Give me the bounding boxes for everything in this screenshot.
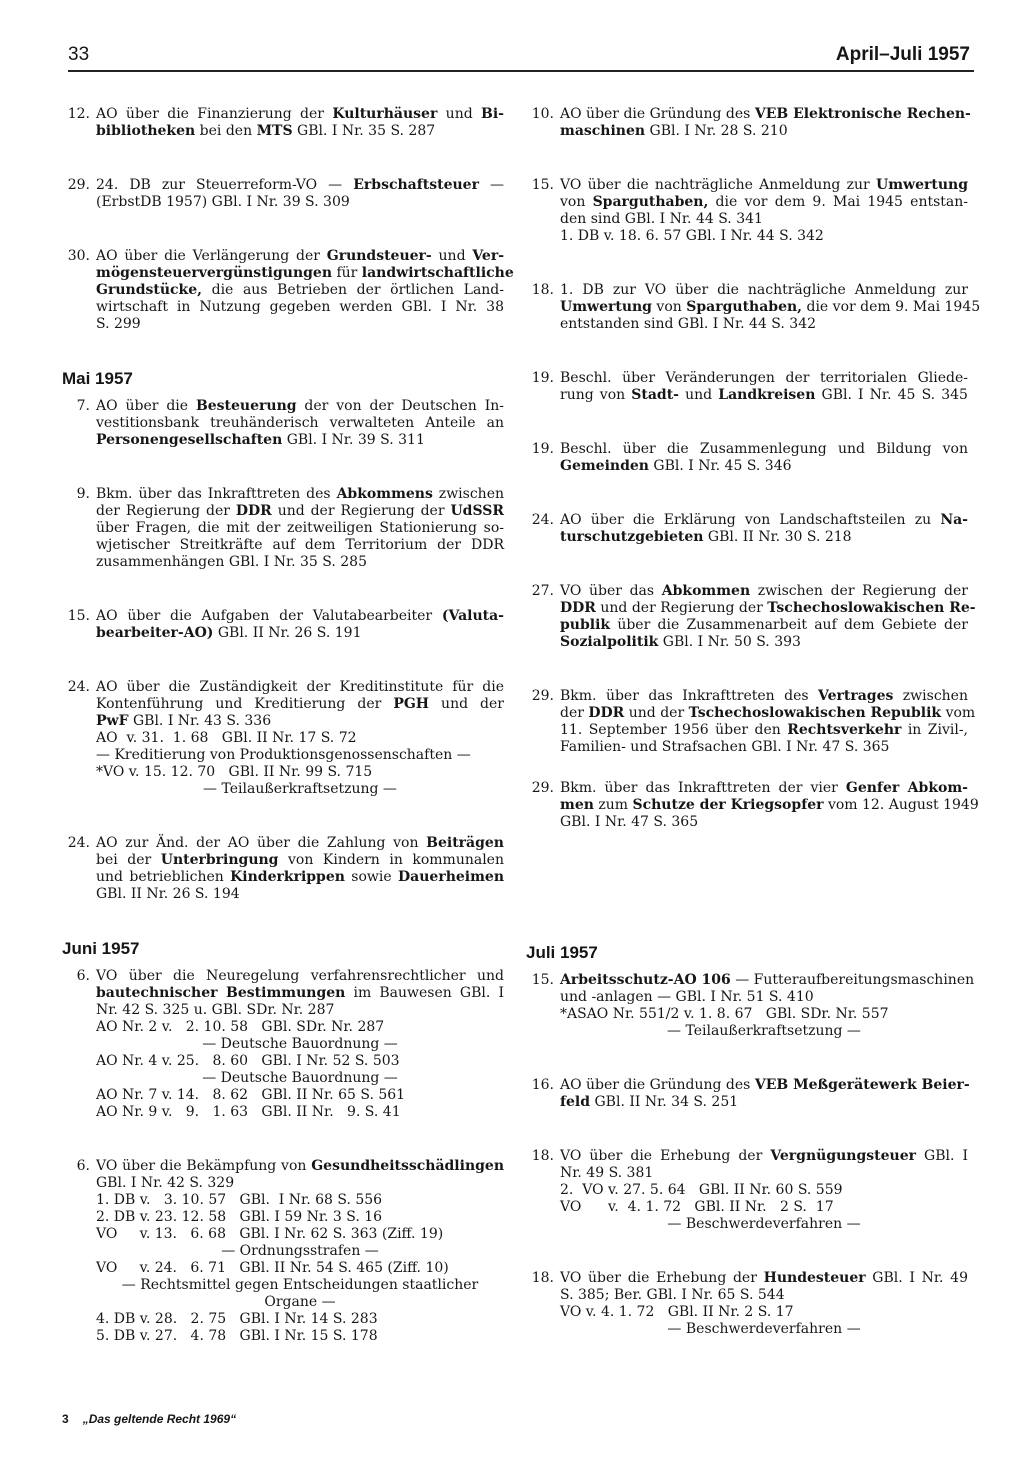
entry-day: 18. [531,1148,554,1164]
page-date-range: April–Juli 1957 [835,44,970,65]
sheet-number: 3 [62,1412,69,1426]
entry-april-24: 24. AO über die Erklärung von Landschaftsteilen zu Na- turschutzgebieten GBl. II Nr. 30 S. 218 [526,512,968,546]
entry-day: 30. [67,248,90,264]
entry-juni-6-gesundheit: 6. VO über die Bekämpfung von Gesundheitsschädlingen GBl. I Nr. 42 S. 329 1. DB v. 3. 10. 57 GBl. I Nr. 68 S. 556 2. DB v. 23. 12. 58 GBl. I 59 Nr. 3 S. 16 VO v. 13. 6. 68 GBl. I Nr. 62 S. 363 (Ziff. 19) — Ordnungsstrafen — VO v. 24. 6. 71 GBl. II Nr. 54 S. 465 (Ziff. 10) — Rechtsmittel gegen Entscheidungen staatlicher Organe — 4. DB v. 28. 2. 75 GBl. I Nr. 14 S. 283 5. DB v. 27. 4. 78 GBl. I Nr. 15 S. 178 [62,1158,504,1345]
entry-day: 12. [67,106,90,122]
section-heading-juli: Juli 1957 [526,943,598,962]
amendment-reference: AO Nr. 9 v. 9. 1. 63 GBl. II Nr. 9. S. 41 [96,1104,401,1120]
right-column [526,106,981,1338]
entry-april-30: 30. AO über die Verlängerung der Grundsteuer- und Ver- mögensteuervergünstigungen für landwirtschaftliche Grundstücke, die aus Betrieben der örtlichen Land- wirtschaft in Nutzung gegeben werden GBl. I Nr. 38 S. 299 [62,248,504,333]
amendment-note: — Ordnungsstrafen — [221,1243,379,1259]
header-rule [68,70,974,72]
amendment-note: — Deutsche Bauordnung — [202,1070,398,1086]
entry-mai-24-kredit: 24. AO über die Zuständigkeit der Kreditinstitute für die Kontenführung und Kreditierung der PGH und der PwF GBl. I Nr. 43 S. 336 AO v. 31. 1. 68 GBl. II Nr. 17 S. 72 — Kreditierung von Produktionsgenossenschaften — *VO v. 15. 12. 70 GBl. II Nr. 99 S. 715 — Teilaußerkraftsetzung — [62,679,504,798]
entry-day: 15. [531,177,554,193]
entry-day: 27. [531,583,554,599]
entry-day: 16. [531,1077,554,1093]
entry-april-12: 12. AO über die Finanzierung der Kulturhäuser und Bi- bibliotheken bei den MTS GBl. I Nr. 35 S. 287 [62,106,504,140]
amendment-reference: VO v. 4. 1. 72 GBl. II Nr. 2 S. 17 [560,1199,834,1215]
entry-day: 24. [67,679,90,695]
section-heading-juni: Juni 1957 [62,939,140,958]
amendment-reference: *VO v. 15. 12. 70 GBl. II Nr. 99 S. 715 [96,764,373,780]
entry-juli-18-vergnuegung: 18. VO über die Erhebung der Vergnügungsteuer GBl. I Nr. 49 S. 381 2. VO v. 27. 5. 64 GBl. II Nr. 60 S. 559 VO v. 4. 1. 72 GBl. II Nr. 2 S. 17 — Beschwerdeverfahren — [526,1148,968,1233]
entry-day: 29. [531,780,554,796]
section-heading-mai: Mai 1957 [62,369,133,388]
entry-juni-6-bauwesen: 6. VO über die Neuregelung verfahrensrechtlicher und bautechnischer Bestimmungen im Bauwesen GBl. I Nr. 42 S. 325 u. GBl. SDr. Nr. 287 AO Nr. 2 v. 2. 10. 58 GBl. SDr. Nr. 287 — Deutsche Bauordnung — AO Nr. 4 v. 25. 8. 60 GBl. I Nr. 52 S. 503 — Deutsche Bauordnung — AO Nr. 7 v. 14. 8. 62 GBl. II Nr. 65 S. 561 AO Nr. 9 v. 9. 1. 63 GBl. II Nr. 9. S. 41 [62,968,504,1121]
amendment-reference: 2. VO v. 27. 5. 64 GBl. II Nr. 60 S. 559 [560,1182,843,1198]
entry-april-29: 29. 24. DB zur Steuerreform-VO — Erbschaftsteuer — (ErbstDB 1957) GBl. I Nr. 39 S. 309 [62,177,504,211]
page-number: 33 [68,44,90,65]
entry-day: 24. [531,512,554,528]
entry-juli-15: 15. Arbeitsschutz-AO 106 — Futteraufbereitungsmaschinen und -anlagen — GBl. I Nr. 51 S. 410 *ASAO Nr. 551/2 v. 1. 8. 67 GBl. SDr. Nr. 557 — Teilaußerkraftsetzung — [526,972,968,1040]
entry-mai-15: 15. AO über die Aufgaben der Valutabearbeiter (Valuta- bearbeiter-AO) GBl. II Nr. 26 S. 191 [62,608,504,642]
amendment-reference: 2. DB v. 23. 12. 58 GBl. I 59 Nr. 3 S. 16 [96,1209,383,1225]
amendment-reference: VO v. 13. 6. 68 GBl. I Nr. 62 S. 363 (Ziff. 19) [96,1226,444,1242]
entry-april-27: 27. VO über das Abkommen zwischen der Regierung der DDR und der Regierung der Tschechoslowakischen Re- publik über die Zusammenarbeit auf dem Gebiete der Sozialpolitik GBl. I Nr. 50 S. 393 [526,583,968,651]
amendment-note: — Kreditierung von Produktionsgenossenschaften — [96,747,471,763]
entry-mai-7: 7. AO über die Besteuerung der von der Deutschen In- vestitionsbank treuhänderisch verwalteten Anteile an Personengesellschaften GBl. I Nr. 39 S. 311 [62,398,504,449]
entry-april-19-gemeinden: 19. Beschl. über die Zusammenlegung und Bildung von Gemeinden GBl. I Nr. 45 S. 346 [526,441,968,475]
entry-april-29-vertrag: 29. Bkm. über das Inkrafttreten des Vertrages zwischen der DDR und der Tschechoslowakischen Republik vom 11. September 1956 über den Rechtsverkehr in Zivil-, Familien- und Strafsachen GBl. I Nr. 47 S. 365 [526,688,968,756]
entry-april-29-genf: 29. Bkm. über das Inkrafttreten der vier Genfer Abkom- men zum Schutze der Kriegsopfer vom 12. August 1949 GBl. I Nr. 47 S. 365 [526,780,968,831]
entry-day: 6. [76,1158,90,1174]
entry-day: 29. [531,688,554,704]
publication-title: „Das geltende Recht 1969“ [82,1412,237,1426]
page-footer [62,1412,236,1426]
entry-juli-16: 16. AO über die Gründung des VEB Meßgerätewerk Beier- feld GBl. II Nr. 34 S. 251 [526,1077,968,1111]
amendment-note: Organe — [264,1294,336,1310]
entry-day: 24. [67,835,90,851]
entry-day: 19. [531,441,554,457]
amendment-note: — Beschwerdeverfahren — [667,1321,861,1337]
amendment-reference: AO Nr. 7 v. 14. 8. 62 GBl. II Nr. 65 S. 561 [96,1087,406,1103]
entry-day: 6. [76,968,90,984]
entry-mai-9: 9. Bkm. über das Inkrafttreten des Abkommens zwischen der Regierung der DDR und der Regierung der UdSSR über Fragen, die mit der zeitweiligen Stationierung so- wjetischer Streitkräfte auf dem Territorium der DDR zusammenhängen GBl. I Nr. 35 S. 285 [62,486,504,571]
amendment-note: — Teilaußerkraftsetzung — [667,1023,861,1039]
entry-day: 29. [67,177,90,193]
amendment-reference: 5. DB v. 27. 4. 78 GBl. I Nr. 15 S. 178 [96,1328,378,1344]
entry-april-15: 15. VO über die nachträgliche Anmeldung zur Umwertung von Sparguthaben, die vor dem 9. Mai 1945 entstan- den sind GBl. I Nr. 44 S. 341 1. DB v. 18. 6. 57 GBl. I Nr. 44 S. 342 [526,177,968,245]
entry-april-10: 10. AO über die Gründung des VEB Elektronische Rechen- maschinen GBl. I Nr. 28 S. 210 [526,106,968,140]
left-column [62,106,514,1345]
entry-day: 18. [531,1270,554,1286]
entry-day: 9. [76,486,90,502]
amendment-reference: VO v. 24. 6. 71 GBl. II Nr. 54 S. 465 (Ziff. 10) [96,1260,449,1276]
entry-april-18: 18. 1. DB zur VO über die nachträgliche Anmeldung zur Umwertung von Sparguthaben, die vor dem 9. Mai 1945 entstanden sind GBl. I Nr. 44 S. 342 [526,282,968,333]
amendment-reference: 1. DB v. 3. 10. 57 GBl. I Nr. 68 S. 556 [96,1192,383,1208]
entry-day: 15. [67,608,90,624]
amendment-note: — Beschwerdeverfahren — [667,1216,861,1232]
amendment-reference: AO Nr. 2 v. 2. 10. 58 GBl. SDr. Nr. 287 [96,1019,385,1035]
amendment-reference: AO Nr. 4 v. 25. 8. 60 GBl. I Nr. 52 S. 503 [96,1053,400,1069]
amendment-note: — Rechtsmittel gegen Entscheidungen staatlicher [121,1277,479,1293]
amendment-reference: AO v. 31. 1. 68 GBl. II Nr. 17 S. 72 [96,730,357,746]
entry-day: 7. [76,398,90,414]
amendment-note: — Deutsche Bauordnung — [202,1036,398,1052]
entry-juli-18-hunde: 18. VO über die Erhebung der Hundesteuer GBl. I Nr. 49 S. 385; Ber. GBl. I Nr. 65 S. 544 VO v. 4. 1. 72 GBl. II Nr. 2 S. 17 — Beschwerdeverfahren — [526,1270,968,1338]
entry-day: 15. [531,972,554,988]
amendment-reference: *ASAO Nr. 551/2 v. 1. 8. 67 GBl. SDr. Nr. 557 [560,1006,889,1022]
entry-day: 18. [531,282,554,298]
amendment-note: — Teilaußerkraftsetzung — [203,781,397,797]
amendment-reference: 4. DB v. 28. 2. 75 GBl. I Nr. 14 S. 283 [96,1311,378,1327]
entry-day: 10. [531,106,554,122]
amendment-reference: VO v. 4. 1. 72 GBl. II Nr. 2 S. 17 [560,1304,794,1320]
entry-day: 19. [531,370,554,386]
entry-april-19-kreise: 19. Beschl. über Veränderungen der territorialen Gliede- rung von Stadt- und Landkreisen GBl. I Nr. 45 S. 345 [526,370,968,404]
entry-mai-24-beitraege: 24. AO zur Änd. der AO über die Zahlung von Beiträgen bei der Unterbringung von Kindern in kommunalen und betrieblichen Kinderkrippen sowie Dauerheimen GBl. II Nr. 26 S. 194 [62,835,504,903]
